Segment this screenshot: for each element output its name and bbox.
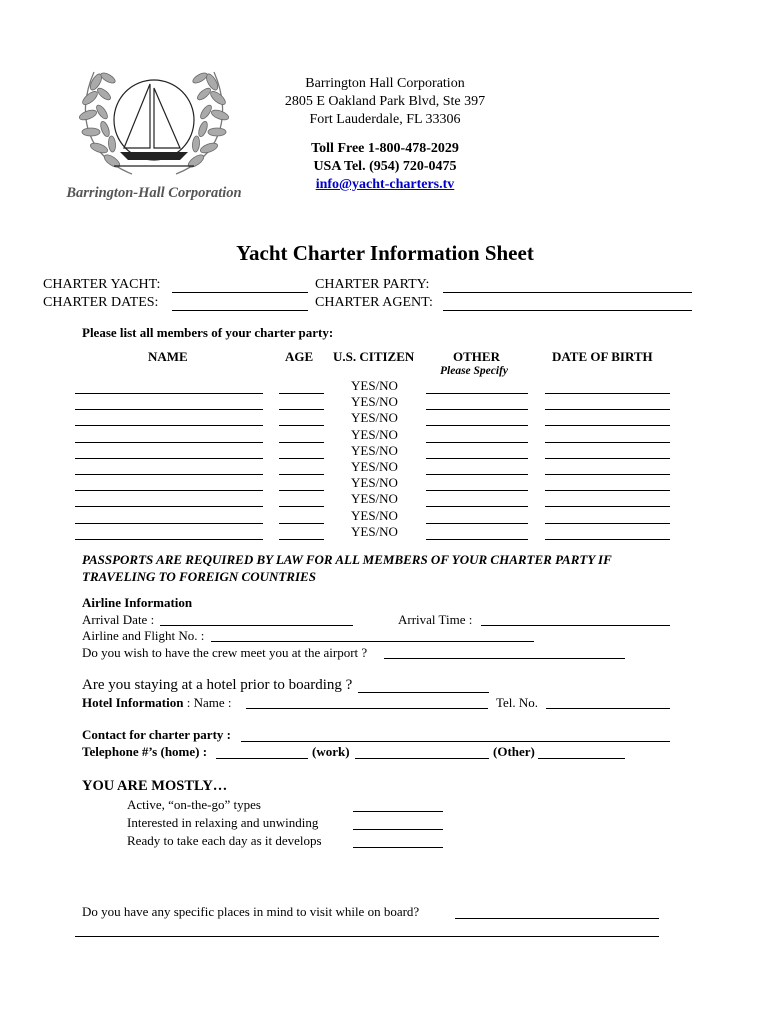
member-dob-field[interactable]: [545, 393, 670, 394]
contact-label: Contact for charter party :: [82, 727, 231, 742]
usa-phone: USA Tel. (954) 720-0475: [313, 159, 457, 174]
mostly-option-each-day-field[interactable]: [353, 847, 443, 848]
member-age-field[interactable]: [279, 506, 324, 507]
passport-notice-line1: PASSPORTS ARE REQUIRED BY LAW FOR ALL MEMBERS OF YOUR CHARTER PARTY IF: [82, 552, 612, 567]
member-citizen-yes-no[interactable]: YES/NO: [351, 507, 398, 523]
hotel-name-field[interactable]: [246, 708, 488, 709]
members-intro: Please list all members of your charter party:: [82, 325, 334, 340]
company-address-line1: 2805 E Oakland Park Blvd, Ste 397: [284, 94, 486, 109]
member-name-field[interactable]: [75, 393, 263, 394]
mostly-option-active-field[interactable]: [353, 811, 443, 812]
member-citizen-yes-no[interactable]: YES/NO: [351, 523, 398, 539]
member-age-field[interactable]: [279, 523, 324, 524]
telephone-other-label: (Other): [493, 744, 535, 759]
member-name-field[interactable]: [75, 409, 263, 410]
member-other-field[interactable]: [426, 409, 528, 410]
laurel-sailboat-emblem: [60, 58, 248, 204]
member-dob-field[interactable]: [545, 425, 670, 426]
company-logo: [60, 58, 248, 204]
toll-free-phone: Toll Free 1-800-478-2029: [311, 141, 459, 156]
member-name-field[interactable]: [75, 474, 263, 475]
member-dob-field[interactable]: [545, 442, 670, 443]
mostly-option-active: Active, “on-the-go” types: [127, 797, 261, 812]
telephone-home-label: Telephone #’s (home) :: [82, 744, 208, 759]
member-name-field[interactable]: [75, 458, 263, 459]
places-field-line2[interactable]: [75, 936, 659, 937]
member-name-field[interactable]: [75, 539, 263, 540]
member-other-field[interactable]: [426, 425, 528, 426]
member-name-field[interactable]: [75, 442, 263, 443]
member-dob-field[interactable]: [545, 409, 670, 410]
charter-party-label: CHARTER PARTY:: [315, 277, 430, 292]
header-date-of-birth: DATE OF BIRTH: [552, 349, 653, 364]
charter-yacht-label: CHARTER YACHT:: [43, 277, 161, 292]
mostly-option-relaxing-field[interactable]: [353, 829, 443, 830]
member-dob-field[interactable]: [545, 490, 670, 491]
member-age-field[interactable]: [279, 425, 324, 426]
member-other-field[interactable]: [426, 393, 528, 394]
member-dob-field[interactable]: [545, 523, 670, 524]
telephone-other-field[interactable]: [538, 758, 625, 759]
header-other-note: Please Specify: [440, 365, 509, 377]
member-citizen-yes-no[interactable]: YES/NO: [351, 378, 398, 393]
hotel-tel-label: Tel. No.: [496, 695, 539, 710]
member-age-field[interactable]: [279, 474, 324, 475]
email-link[interactable]: info@yacht-charters.tv: [315, 177, 455, 192]
member-citizen-yes-no[interactable]: YES/NO: [351, 459, 398, 474]
arrival-date-field[interactable]: [160, 625, 353, 626]
svg-text:Barrington-Hall Corporation: Barrington-Hall Corporation: [66, 185, 242, 201]
flight-label: Airline and Flight No. :: [82, 628, 205, 643]
hotel-tel-field[interactable]: [546, 708, 670, 709]
member-dob-field[interactable]: [545, 506, 670, 507]
member-dob-field[interactable]: [545, 458, 670, 459]
airline-heading: Airline Information: [82, 595, 193, 610]
member-citizen-yes-no[interactable]: YES/NO: [351, 410, 398, 426]
member-name-field[interactable]: [75, 506, 263, 507]
hotel-staying-label: Are you staying at a hotel prior to boarding ?: [82, 677, 353, 693]
member-age-field[interactable]: [279, 393, 324, 394]
member-other-field[interactable]: [426, 490, 528, 491]
crew-meet-field[interactable]: [384, 658, 625, 659]
arrival-date-label: Arrival Date :: [82, 612, 155, 627]
page-title: Yacht Charter Information Sheet: [236, 241, 534, 265]
member-other-field[interactable]: [426, 474, 528, 475]
member-citizen-yes-no[interactable]: YES/NO: [351, 426, 398, 442]
mostly-option-each-day: Ready to take each day as it develops: [127, 833, 322, 848]
places-question: Do you have any specific places in mind to visit while on board?: [82, 904, 420, 919]
member-name-field[interactable]: [75, 425, 263, 426]
mostly-option-relaxing: Interested in relaxing and unwinding: [127, 815, 319, 830]
member-age-field[interactable]: [279, 409, 324, 410]
header-other: OTHER: [453, 349, 500, 364]
charter-agent-field[interactable]: [443, 310, 692, 311]
passport-notice-line2: TRAVELING TO FOREIGN COUNTRIES: [82, 569, 316, 584]
crew-meet-label: Do you wish to have the crew meet you at the airport ?: [82, 645, 368, 660]
mostly-heading: YOU ARE MOSTLY…: [82, 778, 228, 794]
member-name-field[interactable]: [75, 523, 263, 524]
charter-agent-label: CHARTER AGENT:: [315, 295, 433, 310]
member-age-field[interactable]: [279, 490, 324, 491]
company-name: Barrington Hall Corporation: [305, 76, 465, 91]
member-citizen-yes-no[interactable]: YES/NO: [351, 475, 398, 491]
charter-dates-field[interactable]: [172, 310, 308, 311]
header-us-citizen: U.S. CITIZEN: [333, 349, 415, 364]
arrival-time-label: Arrival Time :: [398, 612, 473, 627]
charter-party-field[interactable]: [443, 292, 692, 293]
flight-field[interactable]: [211, 641, 534, 642]
charter-dates-label: CHARTER DATES:: [43, 295, 159, 310]
hotel-staying-field[interactable]: [358, 692, 489, 693]
member-citizen-yes-no[interactable]: YES/NO: [351, 442, 398, 458]
arrival-time-field[interactable]: [481, 625, 670, 626]
member-age-field[interactable]: [279, 539, 324, 540]
member-other-field[interactable]: [426, 523, 528, 524]
hotel-info-label: Hotel Information: [82, 695, 184, 710]
charter-yacht-field[interactable]: [172, 292, 308, 293]
header-age: AGE: [285, 349, 314, 364]
member-citizen-yes-no[interactable]: YES/NO: [351, 394, 398, 410]
member-citizen-yes-no[interactable]: YES/NO: [351, 491, 398, 507]
telephone-work-label: (work): [312, 744, 350, 759]
member-dob-field[interactable]: [545, 539, 670, 540]
member-other-field[interactable]: [426, 506, 528, 507]
member-other-field[interactable]: [426, 442, 528, 443]
places-field[interactable]: [455, 918, 659, 919]
member-dob-field[interactable]: [545, 474, 670, 475]
telephone-work-field[interactable]: [355, 758, 489, 759]
company-address-line2: Fort Lauderdale, FL 33306: [309, 112, 461, 127]
member-age-field[interactable]: [279, 442, 324, 443]
member-other-field[interactable]: [426, 539, 528, 540]
member-other-field[interactable]: [426, 458, 528, 459]
member-name-field[interactable]: [75, 490, 263, 491]
hotel-name-label: : Name :: [186, 695, 232, 710]
header-name: NAME: [148, 349, 188, 364]
contact-field[interactable]: [241, 741, 670, 742]
telephone-home-field[interactable]: [216, 758, 308, 759]
member-age-field[interactable]: [279, 458, 324, 459]
